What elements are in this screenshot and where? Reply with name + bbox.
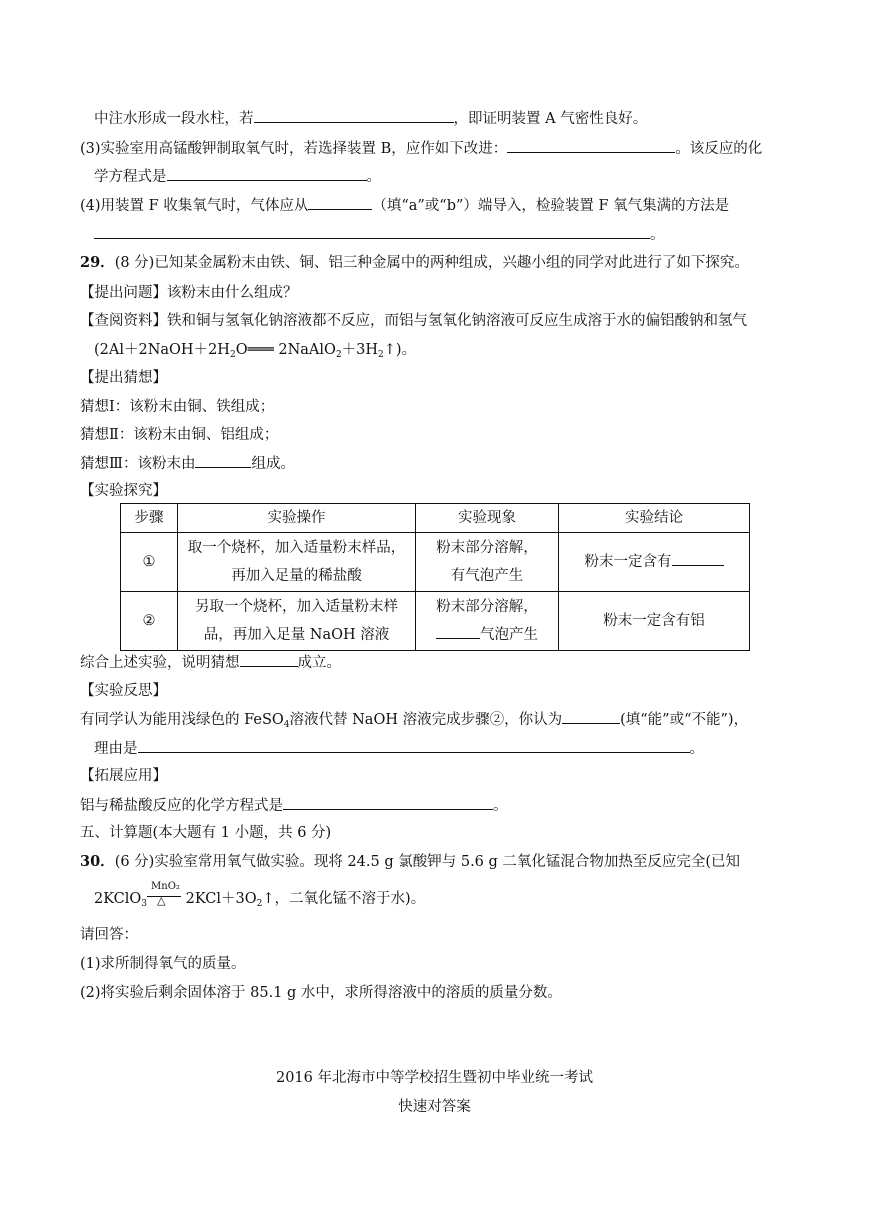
section-heading: 五、计算题(本大题有 1 小题，共 6 分) bbox=[80, 825, 332, 841]
table-header: 实验操作 bbox=[178, 504, 416, 533]
table-header: 实验结论 bbox=[559, 504, 750, 533]
q28-line3: 学方程式是 。 bbox=[94, 166, 381, 187]
footer-subtitle: 快速对答案 bbox=[398, 1099, 471, 1115]
table-row bbox=[121, 592, 750, 651]
answer-blank[interactable] bbox=[254, 108, 454, 123]
summary-line: 综合上述实验，说明猜想 成立。 bbox=[80, 652, 341, 673]
reaction-condition: $\frac{\text{MnO₂}}{\triangle}$ bbox=[147, 889, 181, 909]
q29-equation: ($2Al+2NaOH+2H_2O═══$ $2NaAlO_2+3H_2↑$)。 bbox=[94, 342, 417, 360]
guess-1: 猜想Ⅰ：该粉末由铜、铁组成； bbox=[80, 399, 275, 415]
table-row bbox=[121, 533, 750, 592]
table-header: 步骤 bbox=[121, 504, 178, 533]
q30-sub2: (2)将实验后剩余固体溶于 85.1 g 水中，求所得溶液中的溶质的质量分数。 bbox=[80, 985, 562, 1001]
q30-title: 30．(6 分)实验室常用氧气做实验。现将 24.5 g 氯酸钾与 5.6 g 二氧化锰混合物加热至反应完全(已知 bbox=[80, 853, 741, 870]
apply-heading: 【拓展应用】 bbox=[80, 768, 167, 784]
answer-blank[interactable] bbox=[562, 709, 620, 724]
guess-3: 猜想Ⅲ：该粉末由 组成。 bbox=[80, 453, 295, 474]
reason-line: 理由是 。 bbox=[94, 738, 704, 759]
phenomenon-cell: 粉末部分溶解， 有气泡产生 bbox=[416, 533, 559, 592]
step-cell: ② bbox=[121, 592, 178, 651]
answer-blank[interactable] bbox=[240, 652, 298, 667]
reflect-heading: 【实验反思】 bbox=[80, 683, 167, 699]
operation-cell: 另取一个烧杯，加入适量粉末样 品，再加入足量 NaOH 溶液 bbox=[178, 592, 416, 651]
table-header-row bbox=[121, 504, 750, 533]
apply-line: 铝与稀盐酸反应的化学方程式是 。 bbox=[80, 795, 508, 816]
operation-cell: 取一个烧杯，加入适量粉末样品， 再加入足量的稀盐酸 bbox=[178, 533, 416, 592]
q29-title: 29．(8 分)已知某金属粉末由铁、铜、铝三种金属中的两种组成，兴趣小组的同学对此进行了如下探究。 bbox=[80, 254, 749, 271]
guess-2: 猜想Ⅱ：该粉末由铜、铝组成； bbox=[80, 427, 279, 443]
answer-blank[interactable] bbox=[94, 224, 650, 239]
reflect-line: 有同学认为能用浅绿色的 FeSO$_4$溶液代替 NaOH 溶液完成步骤②，你认为 (填“能”或“不能”)， bbox=[80, 709, 748, 735]
answer-blank[interactable] bbox=[167, 166, 367, 181]
q28-line4: (4)用装置 F 收集氧气时，气体应从 （填“a”或“b”）端导入，检验装置 F 氧气集满的方法是 bbox=[80, 195, 729, 216]
answer-blank[interactable] bbox=[138, 738, 690, 753]
answer-blank[interactable] bbox=[308, 195, 372, 210]
experiment-table bbox=[120, 503, 750, 651]
answer-blank[interactable] bbox=[195, 453, 251, 468]
guess-heading: 【提出猜想】 bbox=[80, 370, 167, 386]
table-header: 实验现象 bbox=[416, 504, 559, 533]
explore-heading: 【实验探究】 bbox=[80, 483, 167, 499]
q28-line2: (3)实验室用高锰酸钾制取氧气时，若选择装置 B，应作如下改进： 。该反应的化 bbox=[80, 138, 762, 159]
conclusion-cell: 粉末一定含有铝 bbox=[559, 592, 750, 651]
footer-title: 2016 年北海市中等学校招生暨初中毕业统一考试 bbox=[275, 1070, 593, 1086]
conclusion-cell: 粉末一定含有 bbox=[559, 533, 750, 592]
q29-question: 【提出问题】该粉末由什么组成？ bbox=[80, 285, 298, 301]
q30-prompt: 请回答： bbox=[80, 927, 138, 943]
answer-blank[interactable] bbox=[436, 624, 480, 639]
phenomenon-cell: 粉末部分溶解， 气泡产生 bbox=[416, 592, 559, 651]
step-cell: ① bbox=[121, 533, 178, 592]
q28-line5: 。 bbox=[94, 224, 665, 245]
q29-reference: 【查阅资料】铁和铜与氢氧化钠溶液都不反应，而铝与氢氧化钠溶液可反应生成溶于水的偏铝酸钠和氢气 bbox=[80, 313, 747, 329]
answer-blank[interactable] bbox=[507, 138, 675, 153]
q30-sub1: (1)求所制得氧气的质量。 bbox=[80, 956, 246, 972]
q28-line1: 中注水形成一段水柱，若 ，即证明装置 A 气密性良好。 bbox=[94, 108, 647, 129]
q30-equation: 2KClO$_3$ $\frac{\text{MnO₂}}{\triangle}$ $2KCl+3O_2↑$，二氧化锰不溶于水)。 bbox=[94, 881, 426, 909]
answer-blank[interactable] bbox=[672, 551, 724, 566]
answer-blank[interactable] bbox=[283, 795, 493, 810]
